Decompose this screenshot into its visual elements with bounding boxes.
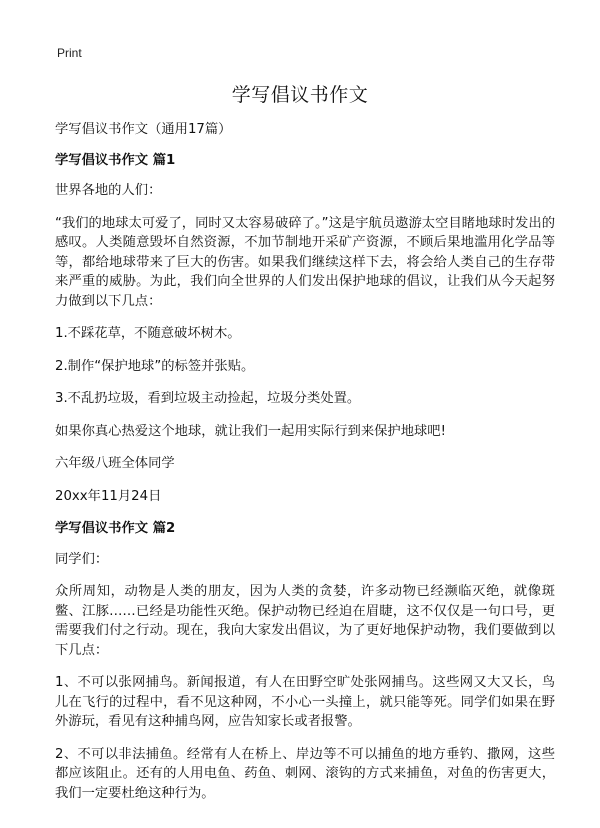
article-1-closing: 如果你真心热爱这个地球，就让我们一起用实际行到来保护地球吧! [55, 423, 446, 439]
article-1-point: 1.不踩花草，不随意破坏树木。 [55, 326, 241, 341]
article-1-signature: 六年级八班全体同学 [55, 456, 175, 471]
article-2-point: 2、不可以非法捕鱼。经常有人在桥上、岸边等不可以捕鱼的地方垂钓、撒网，这些都应该阻止。还有的人用电鱼、药鱼、刺网、滚钩的方式来捕鱼，对鱼的伤害更大，我们一定要杜绝这种行为。 [55, 746, 555, 801]
print-label: Print [57, 46, 82, 60]
page-title: 学写倡议书作文 [231, 84, 369, 106]
article-1-intro: “我们的地球太可爱了，同时又太容易破碎了。”这是宇航员遨游太空目睹地球时发出的感叹。人类随意毁坏自然资源，不加节制地开采矿产资源，不顾后果地滥用化学品等等，都给地球带来了巨大的伤害。如果我们继续这样下去，将会给人类自己的生存带来严重的威胁。为此，我们向全世界的人们发出保护地球的倡议，让我们从今天起努力做到以下几点： [55, 215, 555, 309]
document-subtitle: 学写倡议书作文（通用17篇） [55, 122, 232, 137]
article-2-salutation: 同学们： [55, 551, 109, 567]
article-2-point: 1、不可以张网捕鸟。新闻报道，有人在田野空旷处张网捕鸟。这些网又大又长，鸟儿在飞行的过程中，看不见这种网，不小心一头撞上，就只能等死。同学们如果在野外游玩，看见有这种捕鸟网，应告知家长或者报警。 [55, 675, 555, 729]
article-1-salutation: 世界各地的人们： [55, 183, 162, 198]
article-1-point: 3.不乱扔垃圾，看到垃圾主动捡起，垃圾分类处置。 [55, 391, 361, 406]
document-body [55, 120, 555, 816]
article-1-heading: 学写倡议书作文 篇1 [55, 152, 176, 168]
article-1-date: 20xx年11月24日 [55, 488, 162, 504]
article-2-heading: 学写倡议书作文 篇2 [55, 521, 176, 536]
article-1-point: 2.制作“保护地球”的标签并张贴。 [55, 358, 255, 374]
article-2-intro: 众所周知，动物是人类的朋友，因为人类的贪婪，许多动物已经濒临灭绝，就像斑鳖、江豚……已经是功能性灭绝。保护动物已经迫在眉睫，这不仅仅是一句口号，更需要我们付之行动。现在，我向大家发出倡议，为了更好地保护动物，我们要做到以下几点： [55, 584, 555, 658]
